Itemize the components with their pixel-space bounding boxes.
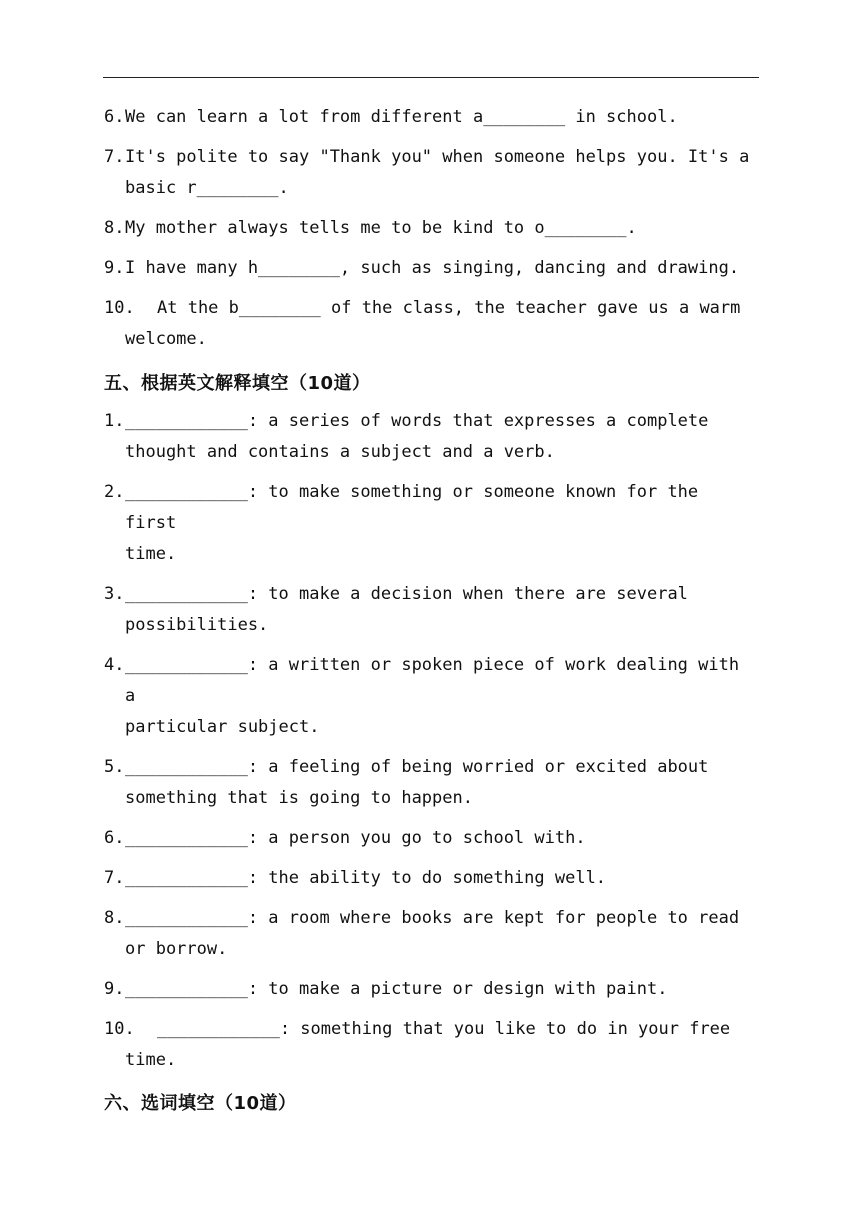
question-text-line1: ____________: something that you like to do in your free: [157, 1019, 731, 1039]
question-text-line1: ____________: a series of words that expresses a complete: [125, 411, 709, 431]
s5-question-1-cont: [104, 437, 754, 468]
s4-question-7: [104, 142, 754, 173]
question-text-line1: ____________: to make something or someone known for the first: [125, 482, 699, 533]
s5-question-1: [104, 406, 754, 437]
s5-question-2: [104, 477, 754, 539]
question-text-line1: It's polite to say "Thank you" when someone helps you. It's a: [125, 147, 750, 167]
section-5-title: 五、根据英文解释填空（10道）: [104, 373, 371, 394]
question-number: 8.: [104, 908, 125, 928]
question-number: 4.: [104, 655, 125, 675]
question-text: We can learn a lot from different a________ in school.: [125, 107, 678, 127]
s4-question-8: [104, 213, 754, 244]
s5-question-3-cont: [104, 610, 754, 641]
question-text-line2: something that is going to happen.: [125, 788, 473, 808]
question-number: 7.: [104, 147, 125, 167]
s5-question-9: [104, 974, 754, 1005]
s5-question-4-cont: [104, 712, 754, 743]
question-text-line1: ____________: a written or spoken piece of work dealing with a: [125, 655, 740, 706]
s5-question-4: [104, 650, 754, 712]
question-text-line1: ____________: a room where books are kept for people to read: [125, 908, 740, 928]
s5-question-10: [104, 1014, 754, 1045]
question-number: 9.: [104, 258, 125, 278]
question-number: 3.: [104, 584, 125, 604]
question-number: 1.: [104, 411, 125, 431]
question-text: ____________: a person you go to school with.: [125, 828, 586, 848]
question-number: 6.: [104, 828, 125, 848]
s4-question-7-cont: [104, 173, 754, 204]
s5-question-5-cont: [104, 783, 754, 814]
question-number: 9.: [104, 979, 125, 999]
s5-question-5: [104, 752, 754, 783]
s5-question-7: [104, 863, 754, 894]
s5-question-2-cont: [104, 539, 754, 570]
s5-question-6: [104, 823, 754, 854]
s4-question-6: [104, 102, 754, 133]
question-text-line2: time.: [125, 544, 177, 564]
s4-question-10: [104, 293, 754, 324]
question-number: 2.: [104, 482, 125, 502]
question-text-line2: thought and contains a subject and a verb.: [125, 442, 555, 462]
question-number: 10.: [104, 298, 135, 318]
s5-question-8-cont: [104, 934, 754, 965]
s5-question-10-cont: [104, 1045, 754, 1076]
question-text-line1: ____________: a feeling of being worried or excited about: [125, 757, 709, 777]
question-text-line2: time.: [125, 1050, 177, 1070]
question-text-line2: welcome.: [125, 329, 207, 349]
question-text: ____________: the ability to do something well.: [125, 868, 607, 888]
question-text-line2: or borrow.: [125, 939, 228, 959]
header-rule: [103, 77, 759, 78]
question-text-line2: particular subject.: [125, 717, 320, 737]
question-text-line1: At the b________ of the class, the teacher gave us a warm: [157, 298, 741, 318]
question-text-line2: possibilities.: [125, 615, 269, 635]
question-text: My mother always tells me to be kind to o________.: [125, 218, 637, 238]
s4-question-9: [104, 253, 754, 284]
question-number: 6.: [104, 107, 125, 127]
s5-question-3: [104, 579, 754, 610]
question-text-line1: ____________: to make a decision when there are several: [125, 584, 688, 604]
question-number: 10.: [104, 1019, 135, 1039]
question-number: 7.: [104, 868, 125, 888]
question-number: 8.: [104, 218, 125, 238]
question-text: I have many h________, such as singing, dancing and drawing.: [125, 258, 740, 278]
s5-question-8: [104, 903, 754, 934]
question-text: ____________: to make a picture or design with paint.: [125, 979, 668, 999]
question-text-line2: basic r________.: [125, 178, 289, 198]
question-number: 5.: [104, 757, 125, 777]
s4-question-10-cont: [104, 324, 754, 355]
section-6-title: 六、选词填空（10道）: [104, 1093, 297, 1114]
worksheet-content: [104, 102, 754, 1126]
